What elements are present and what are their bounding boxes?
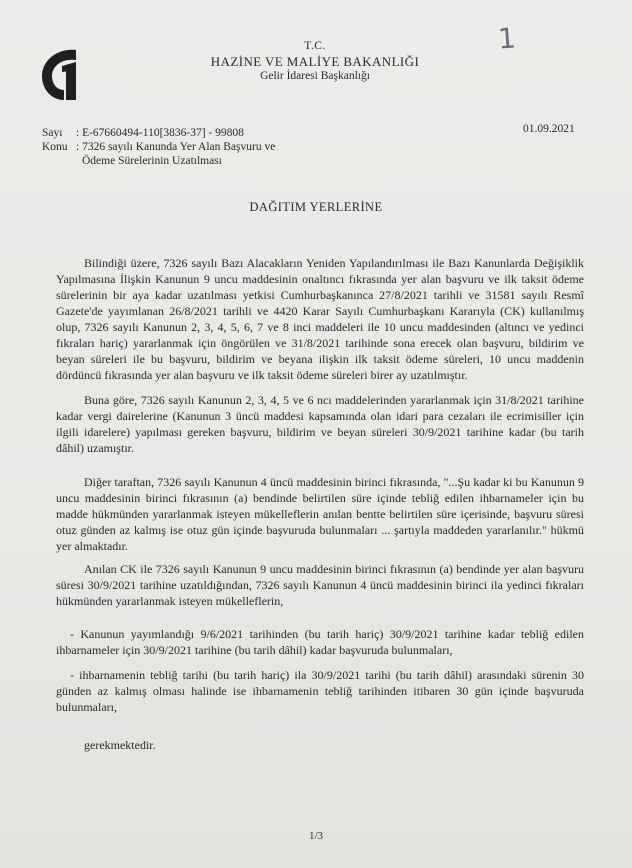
konu-label: Konu [42,141,68,153]
konu-line1: : 7326 sayılı Kanunda Yer Alan Başvuru ve [76,141,276,153]
paragraph-4: Anılan CK ile 7326 sayılı Kanunun 9 uncu maddesinin birinci fıkrasının (a) bendinde yer alan başvuru süresi 30/9/2021 tarihine uzatıldığından, 7326 sayılı Kanunun 4 üncü maddesinin birinci ila yedinci fıkraları hükmünden yararlanmak isteyen mükelleflerin, [56,562,584,608]
document-date: 01.09.2021 [523,123,575,135]
document-title: DAĞITIM YERLERİNE [249,200,383,214]
closing-line: gerekmektedir. [84,738,156,752]
header-country: T.C. [304,40,326,52]
bullet-item-2: - ihbarnamenin tebliğ tarihi (bu tarih hariç) ila 30/9/2021 tarihi (bu tarih dâhil) arasındaki sürenin 30 günden az kalmış olması halinde ise ihbarnamenin tebliğ tarihinden itibaren 30 gün içinde başvuruda bulunmaları, [56,668,584,714]
konu-line2: Ödeme Sürelerinin Uzatılması [82,155,222,167]
header-department: Gelir İdaresi Başkanlığı [260,70,370,82]
gib-logo-icon [36,44,88,102]
header-ministry: HAZİNE VE MALİYE BAKANLIĞI [210,54,420,69]
handwritten-mark: 1 [496,21,517,56]
konu-row [42,140,276,167]
page-number: 1/3 [308,830,324,842]
bullet-item-1: - Kanunun yayımlandığı 9/6/2021 tarihinden (bu tarih hariç) 30/9/2021 tarihine kadar tebliğ edilen ihbarnameler için 30/9/2021 tarihine (bu tarih dâhil) kadar başvuruda bulunmaları, [56,627,584,657]
sayi-row [42,126,244,140]
paragraph-1: Bilindiği üzere, 7326 sayılı Bazı Alacakların Yeniden Yapılandırılması ile Bazı Kanunlarda Değişiklik Yapılmasına İlişkin Kanunun 9 uncu maddesinin onaltıncı fıkrasında yer alan başvuru ve ilk taksit ödeme sürelerinin bir aya kadar uzatılması yetkisi Cumhurbaşkanınca 27/8/2021 tarihli ve 31581 sayılı Resmî Gazete'de yayımlanan 26/8/2021 tarihli ve 4420 Karar Sayılı Cumhurbaşkanı Kararıyla (CK) kullanılmış olup, 7326 sayılı Kanunun 2, 3, 4, 5, 6, 7 ve 8 inci maddeleri ile 10 uncu maddesinden (altıncı ve yedinci fıkraları hariç) yararlanmak için öngörülen ve 31/8/2021 tarihinde sona erecek olan başvuru, bildirim ve beyan süreleri ile bu başvuru, bildirim ve beyana ilişkin ilk taksit ödeme süreleri, 10 uncu maddenin dördüncü fıkrasında yer alan başvuru ve ilk taksit ödeme süreleri birer ay uzatılmıştır. [56,256,584,382]
paragraph-2: Buna göre, 7326 sayılı Kanunun 2, 3, 4, 5 ve 6 ncı maddelerinden yararlanmak için 31/8/2021 tarihine kadar vergi dairelerine (Kanunun 3 üncü maddesi kapsamında olan idari para cezaları ile ecrimisiller için ilgili idarelere) yapılması gereken başvuru, bildirim ve beyan süreleri 30/9/2021 tarihine kadar (bu tarih dâhil) uzamıştır. [56,393,584,455]
sayi-value: : E-67660494-110[3836-37] - 99808 [76,127,244,139]
sayi-label: Sayı [42,127,63,139]
paragraph-3: Diğer taraftan, 7326 sayılı Kanunun 4 üncü maddesinin birinci fıkrasında, "...Şu kadar ki bu Kanunun 9 uncu maddesinin birinci fıkrasının (a) bendinde belirtilen süre içinde tebliğ edilen ihbarnameler için bu madde hükmünden yararlanmak isteyen mükelleflerin anılan bentte belirtilen süre içerisinde, başvuru süresi otuz günden az kalmış ise otuz gün içinde başvuruda bulunmaları ... şartıyla maddeden yararlanılır." hükmü yer almaktadır. [56,475,584,553]
